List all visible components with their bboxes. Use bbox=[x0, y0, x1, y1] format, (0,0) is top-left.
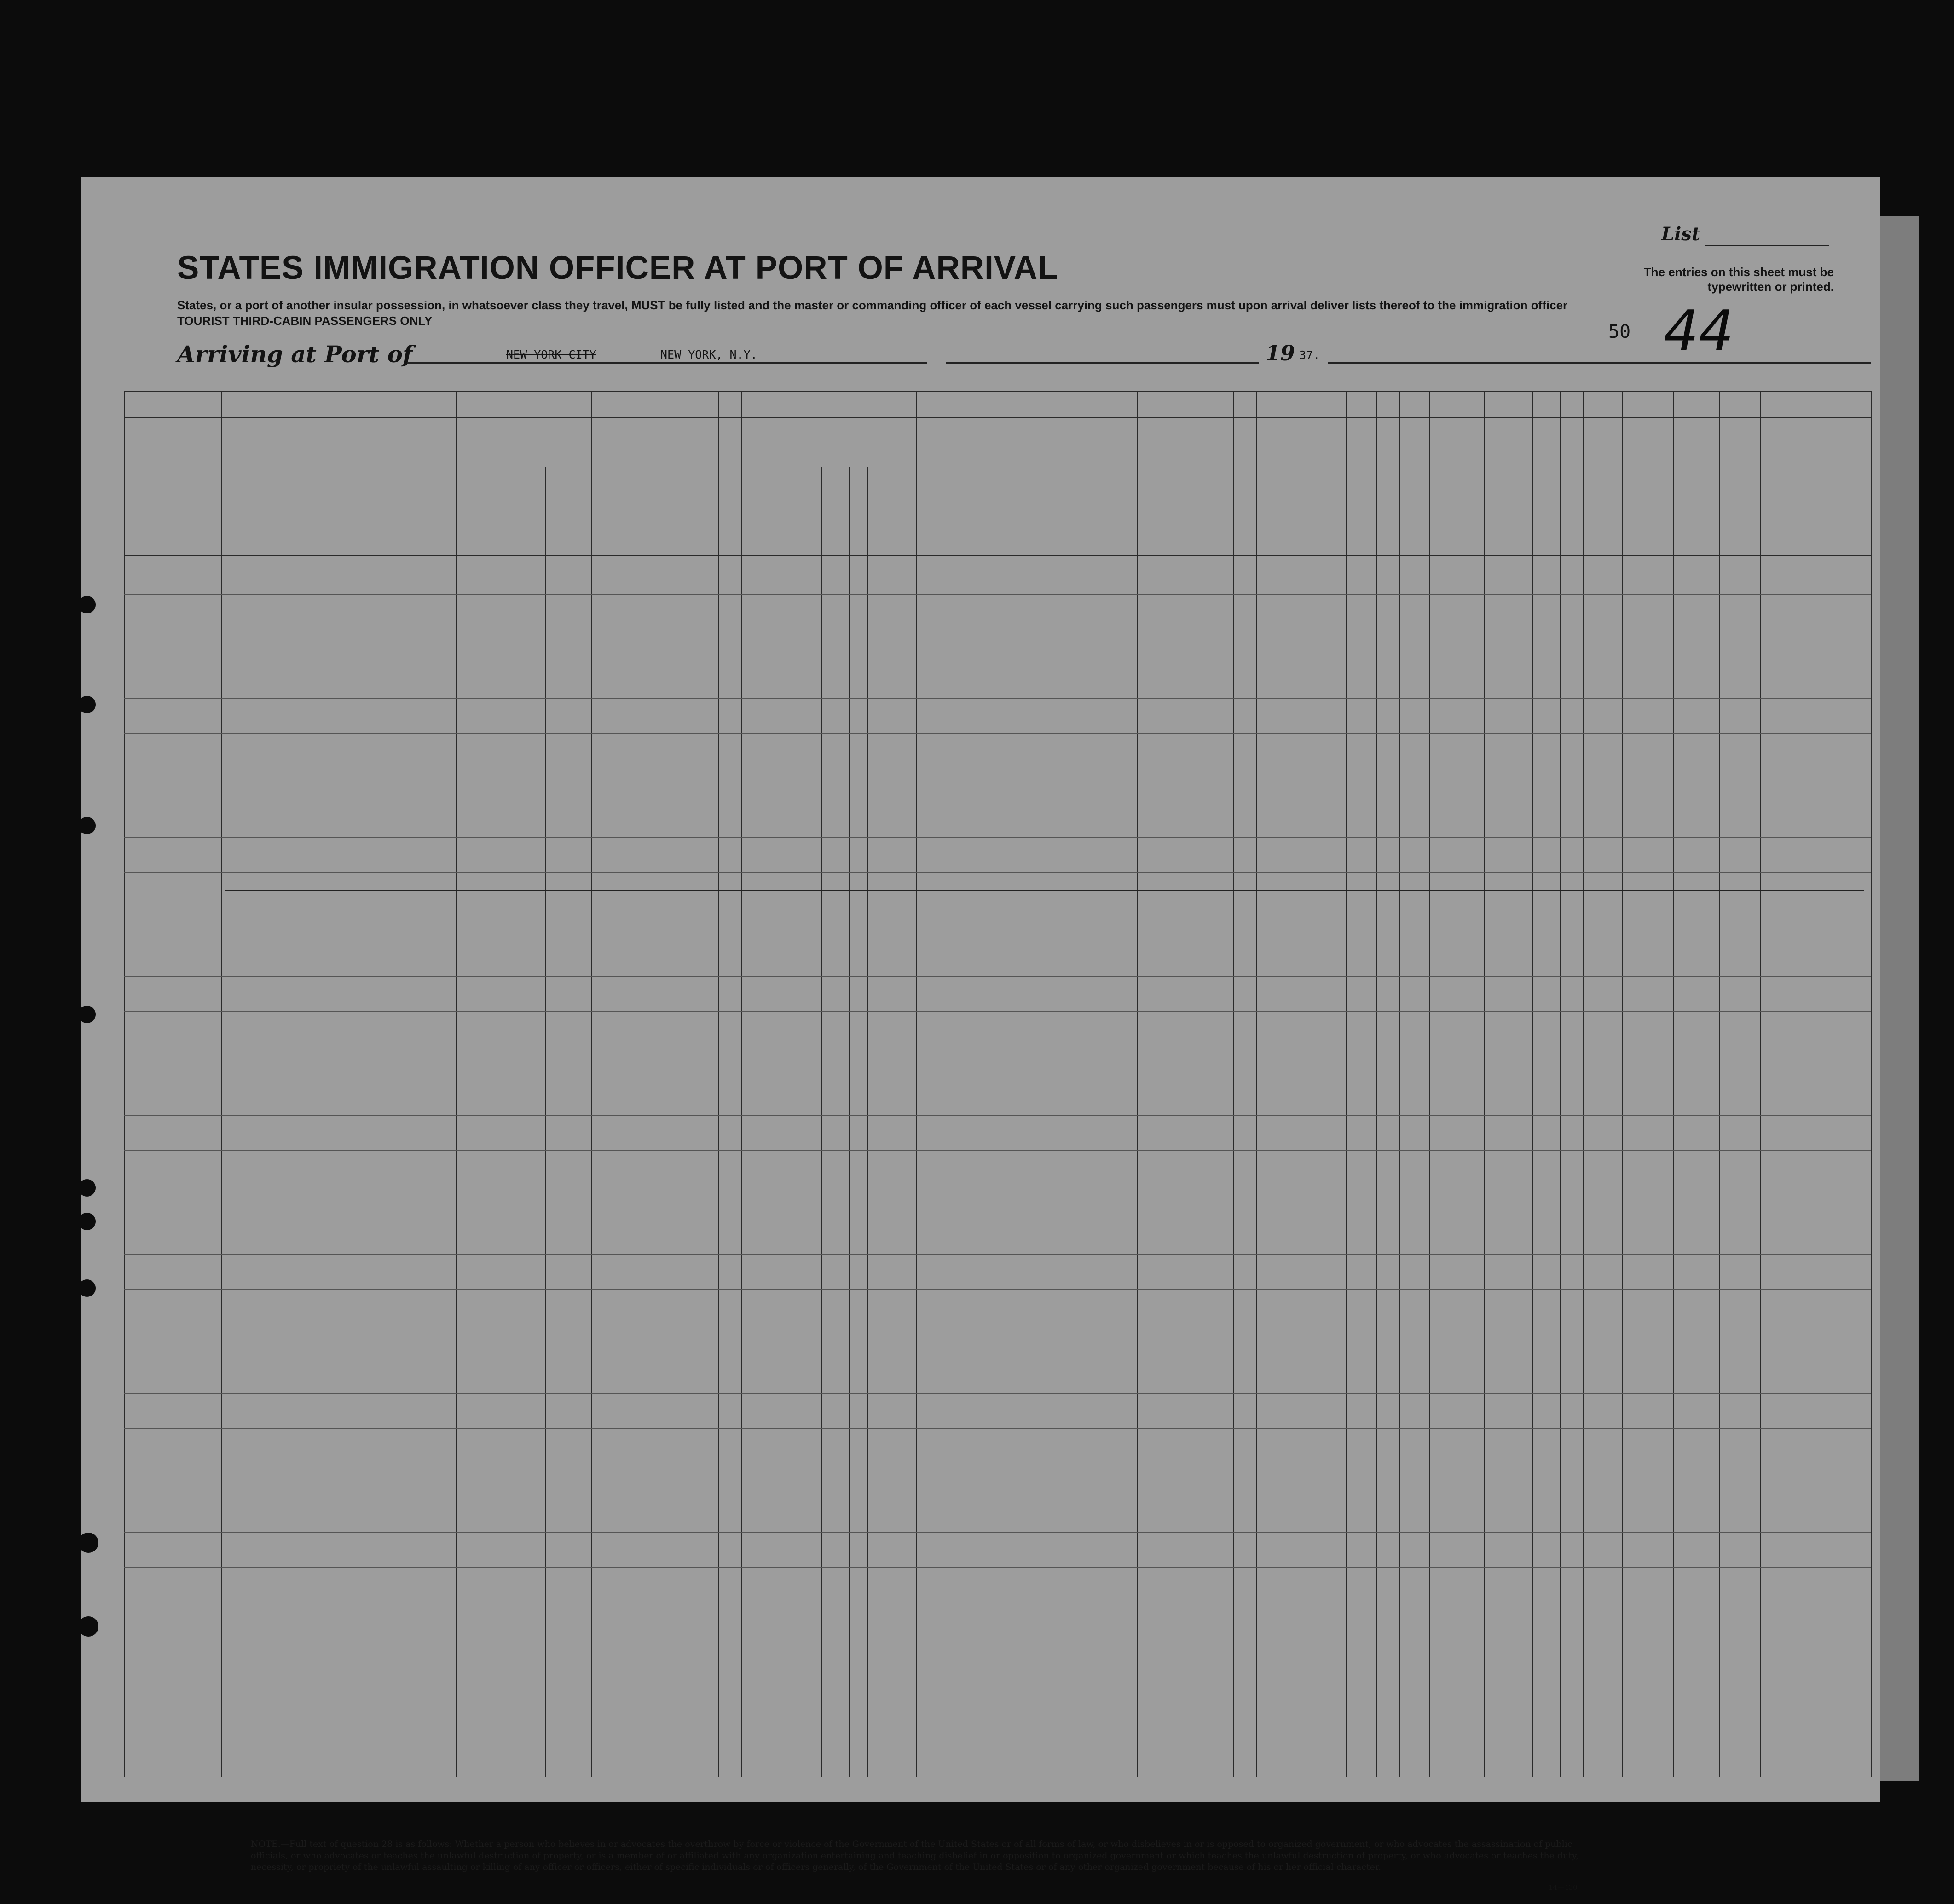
column-rule bbox=[718, 391, 719, 1777]
column-number-rule bbox=[124, 417, 1871, 418]
header-bottom-rule bbox=[124, 555, 1871, 556]
row-rule bbox=[124, 1393, 1871, 1394]
footnote: NOTE.—Full text of question 28 is as follows: Whether a person who believes in or advocates the overthrow by force or violence of the Government of the United States or of all forms of law, or who disbelieves in or is opposed to organized government, or who advocates the assassination of public officials, or who advocates or teaches the unlawful destruction of property, or is a member of or affiliated with any organization entertaining and teaching disbelief in or opposition to organized government or which teaches the unlawful destruction of property, or who advocates or teaches the duty, necessity, or propriety of the unlawful assaulting or killing of any officer or officers, either of specific individuals or of officers generally, of the Government of the United States or of any other organized government because of his or her official character. bbox=[251, 1839, 1579, 1872]
column-rule bbox=[1484, 391, 1485, 1777]
form-title: STATES IMMIGRATION OFFICER AT PORT OF ARRIVAL bbox=[177, 250, 1058, 286]
column-rule bbox=[1532, 391, 1533, 1777]
excluded-header bbox=[1377, 472, 1405, 550]
column-rule bbox=[1583, 391, 1584, 1777]
column-rule bbox=[1399, 391, 1400, 1777]
row-rule bbox=[124, 1289, 1871, 1290]
header-top-rule bbox=[124, 391, 1871, 392]
strike-through-line bbox=[225, 890, 1864, 891]
row-rule bbox=[124, 698, 1871, 699]
column-rule bbox=[1560, 391, 1561, 1777]
binder-hole bbox=[78, 696, 96, 713]
contract-labor-header bbox=[1348, 472, 1376, 550]
column-rule bbox=[1871, 391, 1872, 1777]
column-rule bbox=[1673, 391, 1674, 1777]
binder-hole bbox=[78, 1533, 98, 1553]
column-rule bbox=[1346, 391, 1347, 1777]
binder-hole bbox=[78, 1616, 98, 1637]
row-rule bbox=[124, 1567, 1871, 1568]
fifty-dollars-header bbox=[719, 472, 747, 550]
list-line bbox=[1705, 245, 1829, 246]
column-rule bbox=[591, 391, 592, 1777]
ticket-header bbox=[595, 472, 623, 550]
port-line bbox=[407, 362, 927, 364]
binder-hole bbox=[78, 1179, 96, 1197]
list-number-handwritten: 44 bbox=[1664, 299, 1734, 363]
column-rule bbox=[1719, 391, 1720, 1777]
binder-hole bbox=[78, 596, 96, 613]
arriving-label: Arriving at Port of bbox=[177, 341, 413, 368]
date-line bbox=[946, 362, 1259, 364]
sheet-number: 50 bbox=[1608, 321, 1631, 342]
list-label: List bbox=[1661, 223, 1700, 245]
form-number: 14—430 bbox=[1549, 1883, 1578, 1892]
q28-header bbox=[1291, 472, 1318, 550]
port-crossed-out: NEW YORK CITY bbox=[506, 348, 596, 361]
binder-hole bbox=[78, 1213, 96, 1230]
row-rule bbox=[124, 976, 1871, 977]
binder-hole bbox=[78, 817, 96, 834]
binder-hole bbox=[78, 1279, 96, 1297]
column-rule bbox=[124, 391, 125, 1777]
row-rule bbox=[124, 1150, 1871, 1151]
column-rule bbox=[1137, 391, 1138, 1777]
row-rule bbox=[124, 1532, 1871, 1533]
column-rule bbox=[1622, 391, 1623, 1777]
year-prefix: 19 bbox=[1266, 341, 1295, 365]
anarchist-header bbox=[1259, 472, 1286, 550]
deported-header bbox=[1401, 472, 1429, 550]
column-rule bbox=[1760, 391, 1761, 1777]
row-rule bbox=[124, 1428, 1871, 1429]
column-rule bbox=[1376, 391, 1377, 1777]
row-rule bbox=[124, 1254, 1871, 1255]
column-rule bbox=[1233, 391, 1234, 1777]
manifest-sheet bbox=[81, 177, 1880, 1892]
form-subtitle: States, or a port of another insular possession, in whatsoever class they travel, MUST be fully listed and the master or commanding officer of each vessel carrying such passengers must upon arrival deliver lists thereof to the immigration officer bbox=[177, 298, 1568, 312]
trailing-line bbox=[1328, 362, 1871, 364]
column-rule bbox=[1429, 391, 1430, 1777]
row-rule bbox=[124, 594, 1871, 595]
prison-header bbox=[1199, 472, 1226, 550]
column-rule bbox=[221, 391, 222, 1777]
passenger-class-label: TOURIST THIRD-CABIN PASSENGERS ONLY bbox=[177, 314, 433, 328]
row-rule bbox=[124, 733, 1871, 734]
row-rule bbox=[124, 872, 1871, 873]
row-rule bbox=[124, 837, 1871, 838]
list-instruction: The entries on this sheet must be typewritten or printed. bbox=[1643, 265, 1834, 294]
row-rule bbox=[124, 1115, 1871, 1116]
column-rule bbox=[741, 391, 742, 1777]
port-name: NEW YORK, N.Y. bbox=[660, 348, 757, 361]
row-rule bbox=[124, 1011, 1871, 1012]
year-suffix: 37. bbox=[1299, 348, 1320, 362]
column-rule bbox=[916, 391, 917, 1777]
column-rule bbox=[456, 391, 457, 1777]
binder-hole bbox=[78, 1006, 96, 1023]
